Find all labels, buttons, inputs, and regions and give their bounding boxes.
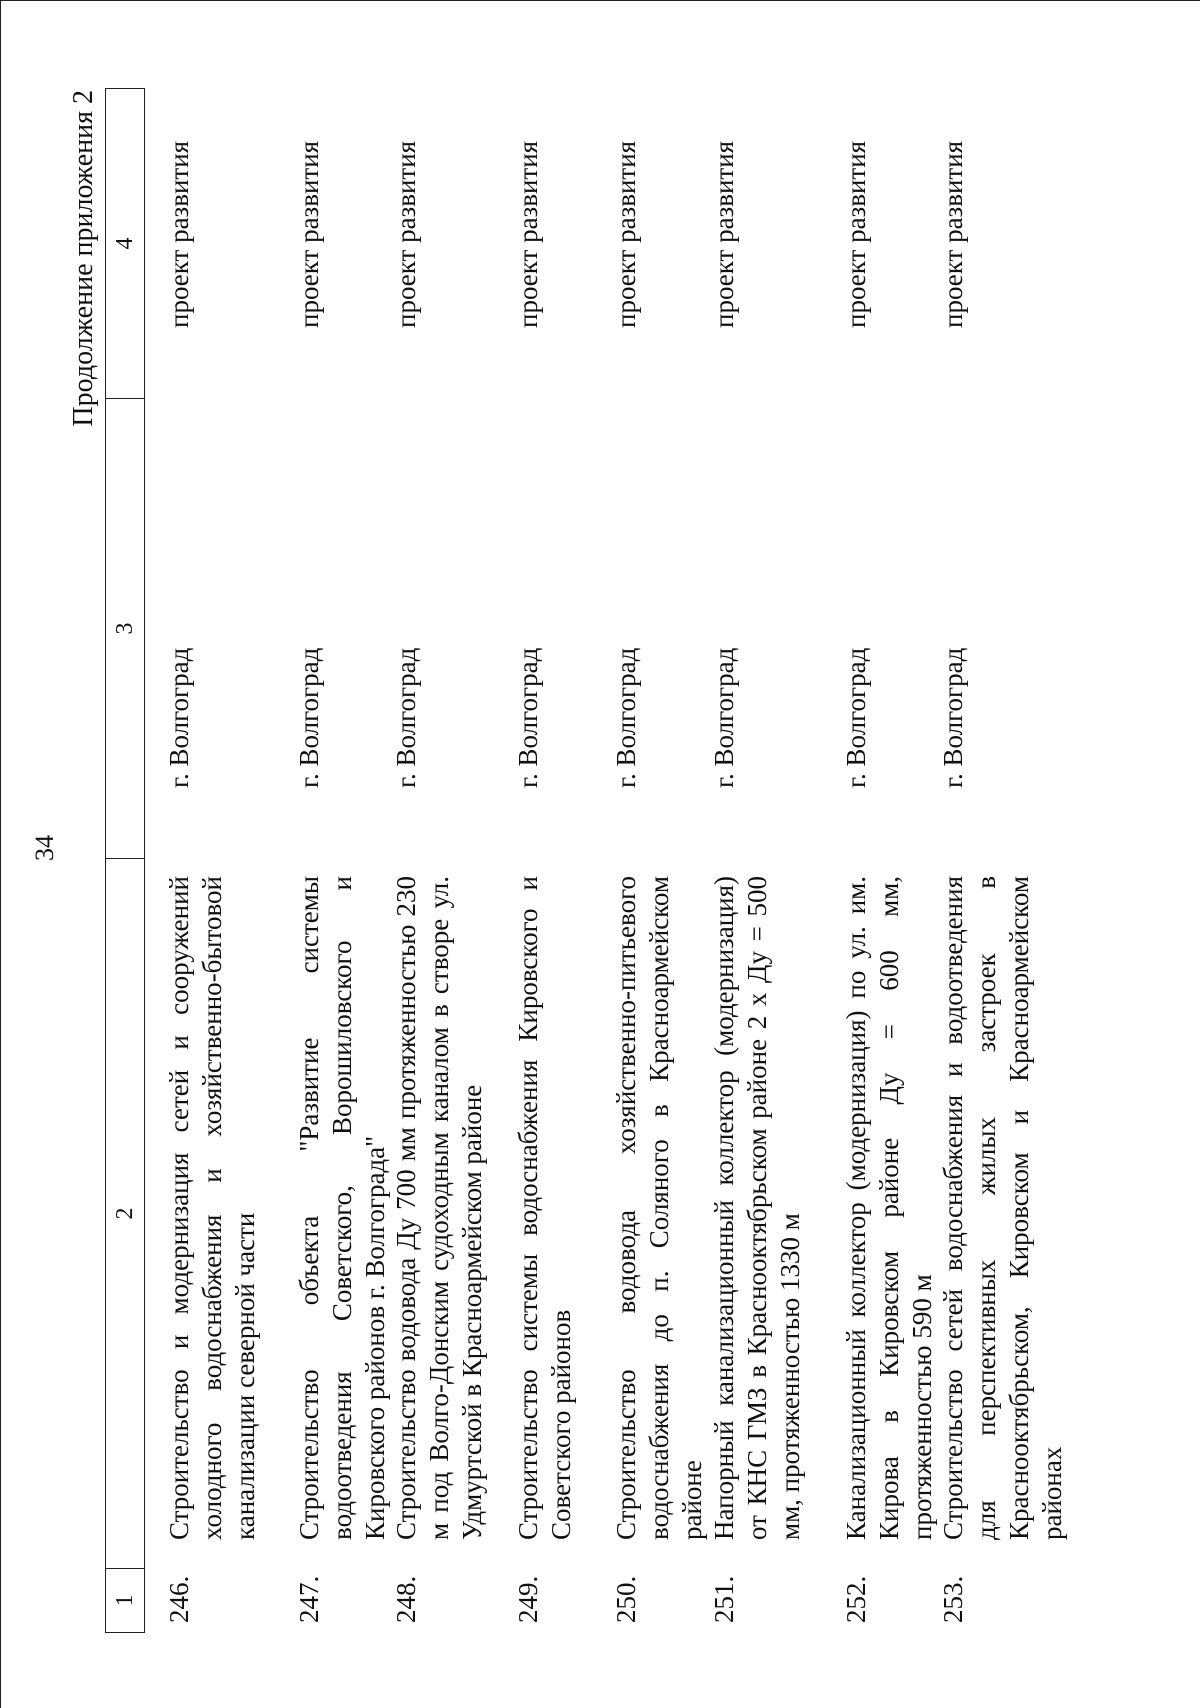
row-number: 246. bbox=[164, 1575, 194, 1623]
status: проект развития bbox=[611, 140, 641, 328]
column-header-4: 4 bbox=[106, 88, 144, 398]
table-header-row bbox=[105, 88, 145, 1633]
table-row bbox=[937, 88, 1067, 1633]
row-number: 252. bbox=[841, 1575, 871, 1623]
object-name: Строительство сетей водоснабжения и водоотведения для перспективных жилых застроек в Краснооктябрьском, Кировском и Красноармейском районах bbox=[938, 876, 1067, 1540]
row-number: 249. bbox=[513, 1575, 543, 1623]
object-name: Строительство и модернизация сетей и сооружений холодного водоснабжения и хозяйственно-бытовой канализации северной части bbox=[164, 876, 260, 1540]
row-number: 247. bbox=[294, 1575, 324, 1623]
table-row bbox=[512, 88, 610, 1633]
object-name: Строительство водовода Ду 700 мм протяженностью 230 м под Волго-Донским судоходным каналом в створе ул. Удмуртской в Красноармейском районе bbox=[391, 876, 487, 1540]
page-number: 34 bbox=[30, 835, 59, 861]
continuation-title: Продолжение приложения 2 bbox=[68, 90, 99, 427]
location: г. Волгоград bbox=[841, 647, 871, 788]
status: проект развития bbox=[938, 140, 968, 328]
location: г. Волгоград bbox=[938, 647, 968, 788]
table-row bbox=[145, 88, 293, 1633]
table-row bbox=[390, 88, 512, 1633]
object-name: Строительство объекта "Развитие системы водоотведения Советского, Ворошиловского и Кировского районов г. Волгограда" bbox=[294, 876, 390, 1540]
status: проект развития bbox=[294, 140, 324, 328]
status: проект развития bbox=[513, 140, 543, 328]
location: г. Волгоград bbox=[513, 647, 543, 788]
appendix-table bbox=[105, 88, 1067, 1633]
object-name: Канализационный коллектор (модернизация) по ул. им. Кирова в Кировском районе Ду = 600 мм, протяженностью 590 м bbox=[841, 876, 937, 1540]
table-row bbox=[708, 88, 840, 1633]
status: проект развития bbox=[709, 140, 739, 328]
row-number: 248. bbox=[391, 1575, 421, 1623]
row-number: 253. bbox=[938, 1575, 968, 1623]
column-header-2: 2 bbox=[106, 858, 144, 1568]
column-header-3: 3 bbox=[106, 398, 144, 858]
status: проект развития bbox=[391, 140, 421, 328]
status: проект развития bbox=[164, 140, 194, 328]
column-header-1: 1 bbox=[106, 1568, 144, 1633]
row-number: 251. bbox=[709, 1575, 739, 1623]
row-number: 250. bbox=[611, 1575, 641, 1623]
object-name: Напорный канализационный коллектор (модернизация) от КНС ГМЗ в Краснооктябрьском районе 2 х Ду = 500 мм, протяженностью 1330 м bbox=[709, 876, 805, 1540]
table-row bbox=[840, 88, 937, 1633]
location: г. Волгоград bbox=[611, 647, 641, 788]
object-name: Строительство системы водоснабжения Кировского и Советского районов bbox=[513, 876, 576, 1540]
object-name: Строительство водовода хозяйственно-питьевого водоснабжения до п. Соляного в Красноармейском районе bbox=[611, 876, 707, 1540]
table-row bbox=[610, 88, 708, 1633]
location: г. Волгоград bbox=[294, 647, 324, 788]
table-row bbox=[293, 88, 390, 1633]
location: г. Волгоград bbox=[164, 647, 194, 788]
location: г. Волгоград bbox=[709, 647, 739, 788]
location: г. Волгоград bbox=[391, 647, 421, 788]
status: проект развития bbox=[841, 140, 871, 328]
